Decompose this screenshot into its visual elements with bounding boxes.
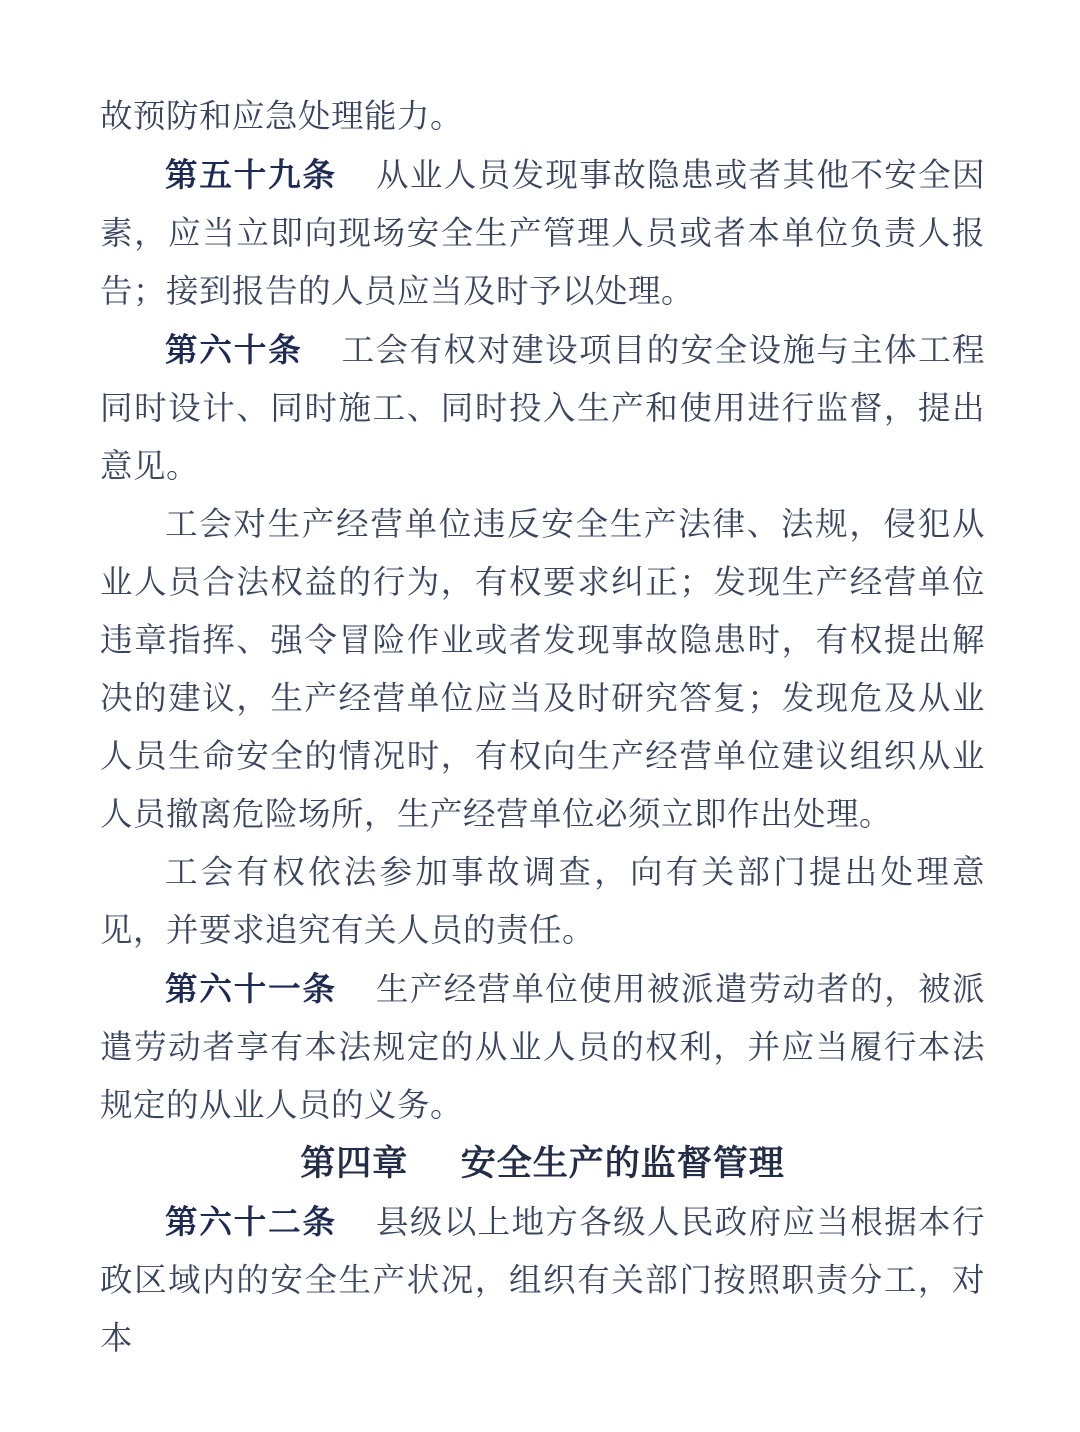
- article-paragraph: [100, 1193, 985, 1368]
- chapter-title: 安全生产的监督管理: [460, 1144, 785, 1183]
- paragraph-text: 工会有权依法参加事故调查，向有关部门提出处理意见，并要求追究有关人员的责任。: [100, 855, 985, 949]
- chapter-number: 第四章: [300, 1144, 409, 1183]
- continuation-paragraph: [100, 88, 985, 146]
- paragraph-text: 县级以上地方各级人民政府应当根据本行政区域内的安全生产状况，组织有关部门按照职责分工，对本: [100, 1205, 985, 1357]
- article-number: 第六十一条: [165, 971, 337, 1007]
- paragraph-text: 工会有权对建设项目的安全设施与主体工程同时设计、同时施工、同时投入生产和使用进行监督，提出意见。: [100, 333, 985, 485]
- body-paragraph: [100, 844, 985, 960]
- article-number: 第五十九条: [165, 157, 337, 193]
- article-paragraph: [100, 960, 985, 1135]
- paragraph-text: 故预防和应急处理能力。: [100, 99, 464, 135]
- paragraph-text: 从业人员发现事故隐患或者其他不安全因素，应当立即向现场安全生产管理人员或者本单位负责人报告；接到报告的人员应当及时予以处理。: [100, 158, 985, 310]
- paragraph-text: 工会对生产经营单位违反安全生产法律、法规，侵犯从业人员合法权益的行为，有权要求纠正；发现生产经营单位违章指挥、强令冒险作业或者发现事故隐患时，有权提出解决的建议，生产经营单位应当及时研究答复；发现危及从业人员生命安全的情况时，有权向生产经营单位建议组织从业人员撤离危险场所，生产经营单位必须立即作出处理。: [100, 507, 985, 833]
- article-number: 第六十条: [165, 332, 303, 368]
- article-paragraph: [100, 321, 985, 496]
- chapter-heading: [100, 1135, 985, 1193]
- body-paragraph: [100, 496, 985, 844]
- article-paragraph: [100, 146, 985, 321]
- article-number: 第六十二条: [165, 1204, 337, 1240]
- document-body: [100, 88, 985, 1368]
- paragraph-text: 生产经营单位使用被派遣劳动者的，被派遣劳动者享有本法规定的从业人员的权利，并应当履行本法规定的从业人员的义务。: [100, 972, 985, 1124]
